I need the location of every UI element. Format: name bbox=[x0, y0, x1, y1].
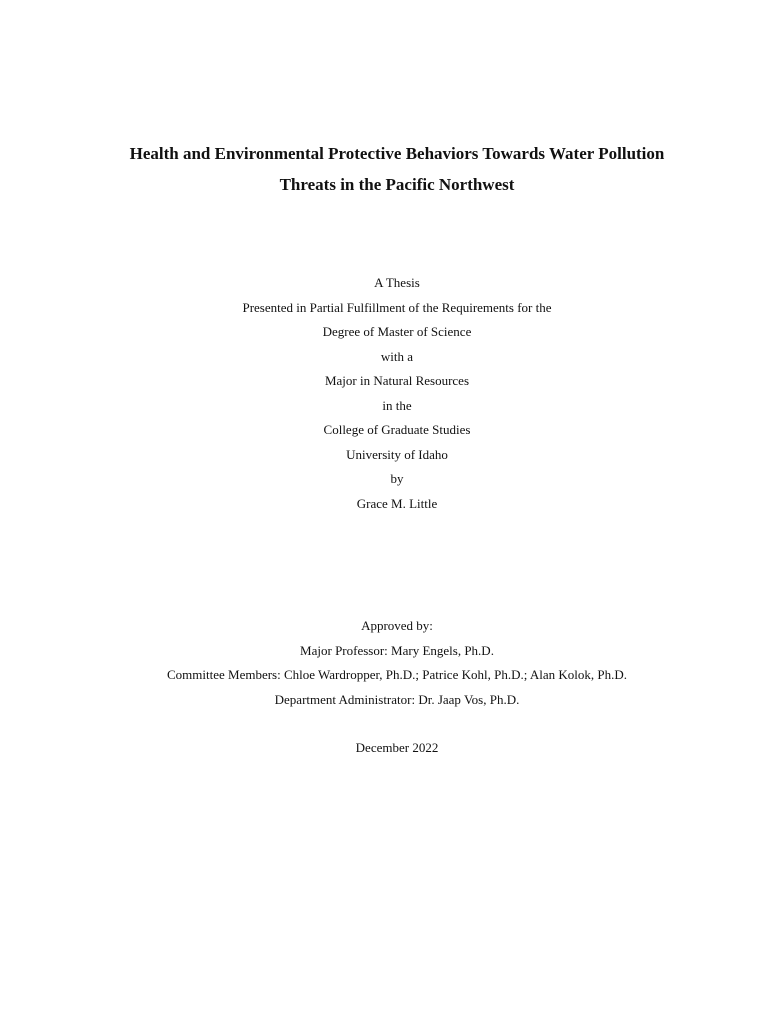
department-administrator: Department Administrator: Dr. Jaap Vos, Ph.D. bbox=[274, 691, 520, 707]
thesis-statement bbox=[0, 271, 770, 516]
title-line-2: Threats in the Pacific Northwest bbox=[279, 175, 515, 194]
author-name: Grace M. Little bbox=[356, 495, 438, 511]
fulfillment-statement: Presented in Partial Fulfillment of the Requirements for the bbox=[242, 299, 552, 315]
approved-by-label: Approved by: bbox=[361, 618, 433, 633]
university: University of Idaho bbox=[346, 446, 448, 462]
connector-by: by bbox=[390, 471, 404, 486]
college: College of Graduate Studies bbox=[323, 422, 471, 437]
degree: Degree of Master of Science bbox=[322, 324, 472, 339]
thesis-title bbox=[0, 138, 770, 200]
approval-section bbox=[0, 614, 770, 712]
major-professor: Major Professor: Mary Engels, Ph.D. bbox=[300, 642, 494, 658]
major: Major in Natural Resources bbox=[324, 373, 470, 388]
thesis-type: A Thesis bbox=[374, 275, 420, 290]
connector-in-the: in the bbox=[382, 397, 412, 413]
connector-with-a: with a bbox=[380, 348, 414, 364]
committee-members: Committee Members: Chloe Wardropper, Ph.D.; Patrice Kohl, Ph.D.; Alan Kolok, Ph.D. bbox=[166, 667, 627, 682]
submission-date: December 2022 bbox=[355, 740, 439, 755]
title-line-1: Health and Environmental Protective Behaviors Towards Water Pollution bbox=[129, 144, 665, 163]
